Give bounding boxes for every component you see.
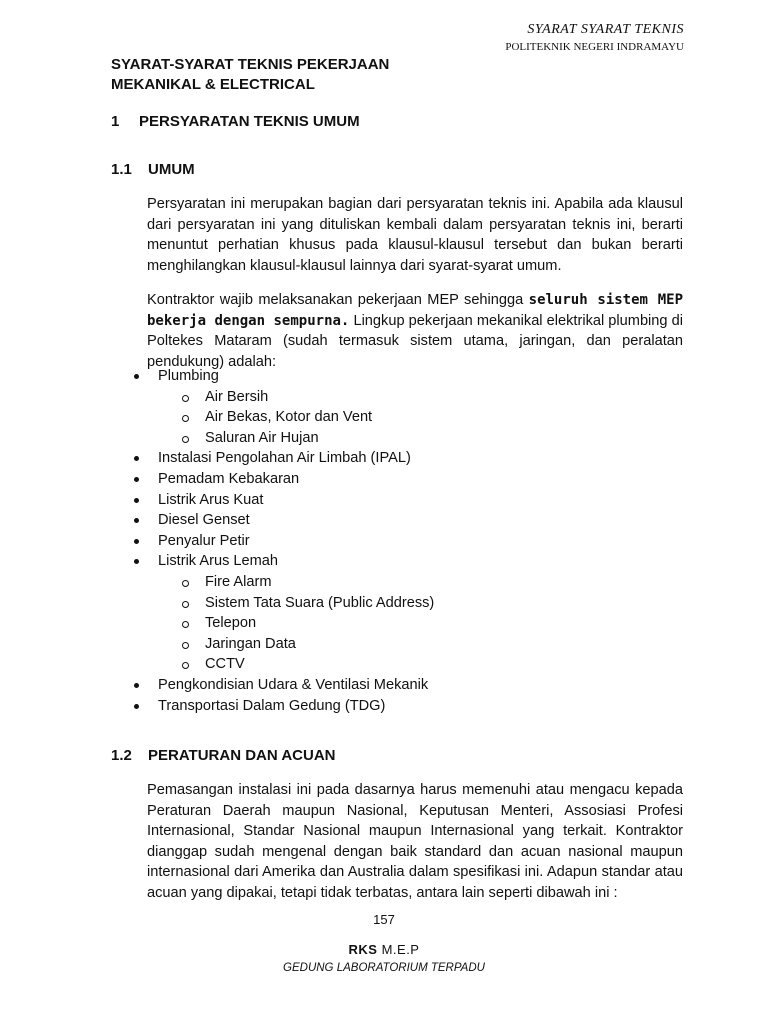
bullet-icon: [134, 477, 139, 482]
circle-bullet-icon: [182, 580, 189, 587]
list-item: [158, 448, 411, 469]
paragraph-2-text-a: Kontraktor wajib melaksanakan pekerjaan MEP sehingga: [147, 292, 529, 308]
list-item-label: Pemadam Kebakaran: [158, 471, 300, 487]
circle-bullet-icon: [182, 662, 189, 669]
section-1-heading: [111, 113, 360, 130]
footer-rks: [0, 942, 768, 957]
bullet-icon: [134, 456, 139, 461]
section-1-2-title: PERATURAN DAN ACUAN: [148, 747, 336, 764]
section-1-1-heading: [111, 161, 195, 178]
list-item: [205, 428, 319, 449]
bullet-icon: [134, 498, 139, 503]
bullet-icon: [134, 518, 139, 523]
circle-bullet-icon: [182, 415, 189, 422]
circle-bullet-icon: [182, 436, 189, 443]
list-item-label: Telepon: [205, 615, 257, 632]
list-item: [205, 407, 372, 428]
list-item: [158, 551, 278, 572]
list-item: [205, 387, 268, 408]
list-item: [158, 490, 263, 511]
list-item: [205, 654, 245, 675]
list-item: [205, 572, 272, 593]
list-item-label: Instalasi Pengolahan Air Limbah (IPAL): [158, 450, 411, 467]
section-1-1-paragraph-1: Persyaratan ini merupakan bagian dari persyaratan teknis ini. Apabila ada klausul dari persyaratan ini yang dituliskan kembali dalam persyaratan teknis ini, berarti menuntut perhatian khusus pada klausul-klausul tersebut dan bukan berarti menghilangkan klausul-klausul lainnya dari syarat-syarat umum.: [147, 196, 683, 274]
section-1-number: 1: [111, 113, 120, 130]
list-item-label: Listrik Arus Kuat: [158, 491, 264, 508]
list-item: [205, 593, 434, 614]
list-item: [158, 469, 299, 490]
document-title-line2: MEKANIKAL & ELECTRICAL: [111, 76, 315, 93]
list-item-label: Air Bersih: [205, 388, 269, 405]
list-item: [158, 510, 250, 531]
document-title: [111, 55, 389, 95]
list-item-label: Air Bekas, Kotor dan Vent: [205, 409, 373, 426]
list-item-label: Fire Alarm: [205, 574, 272, 590]
paragraph-2-text-b: Lingkup pekerjaan mekanikal elektrikal plumbing di Poltekes Mataram (sudah termasuk sistem utama, jaringan, dan peralatan pendukung) adalah:: [147, 312, 683, 370]
list-item-label: Transportasi Dalam Gedung (TDG): [158, 697, 386, 714]
list-item-label: Sistem Tata Suara (Public Address): [205, 594, 435, 611]
page-number: 157: [373, 912, 395, 927]
list-item-label: Diesel Genset: [158, 512, 250, 529]
section-1-1-number: 1.1: [111, 161, 132, 178]
list-item: [205, 634, 296, 655]
section-1-title: PERSYARATAN TEKNIS UMUM: [139, 113, 360, 130]
list-item-label: Listrik Arus Lemah: [158, 553, 279, 570]
footer-rks-rest: M.E.P: [377, 942, 420, 957]
bullet-icon: [134, 704, 139, 709]
section-1-1-title: UMUM: [148, 161, 195, 178]
document-title-line1: SYARAT-SYARAT TEKNIS PEKERJAAN: [111, 56, 390, 73]
circle-bullet-icon: [182, 601, 189, 608]
list-item: [158, 696, 385, 717]
footer-building: GEDUNG LABORATORIUM TERPADU: [283, 962, 485, 974]
circle-bullet-icon: [182, 621, 189, 628]
list-item-label: CCTV: [205, 656, 245, 673]
circle-bullet-icon: [182, 642, 189, 649]
list-item-label: Pengkondisian Udara & Ventilasi Mekanik: [158, 677, 429, 693]
header-title: SYARAT SYARAT TEKNIS: [527, 22, 684, 37]
list-item-label: Saluran Air Hujan: [205, 429, 319, 446]
list-item: [158, 675, 428, 696]
circle-bullet-icon: [182, 395, 189, 402]
bullet-icon: [134, 559, 139, 564]
list-item-label: Jaringan Data: [205, 635, 296, 652]
bullet-icon: [134, 539, 139, 544]
section-1-1-paragraph-2: [147, 290, 683, 372]
bullet-icon: [134, 683, 139, 688]
paragraph-2-bold: seluruh sistem MEP bekerja dengan sempurna.: [147, 292, 683, 329]
list-item-label: Penyalur Petir: [158, 532, 250, 549]
bullet-icon: [134, 374, 139, 379]
list-item: [158, 531, 250, 552]
section-1-2-heading: [111, 747, 336, 764]
section-1-2-number: 1.2: [111, 747, 132, 764]
header-subtitle: POLITEKNIK NEGERI INDRAMAYU: [505, 41, 684, 53]
list-item: [205, 613, 256, 634]
section-1-2-paragraph-1: Pemasangan instalasi ini pada dasarnya harus memenuhi atau mengacu kepada Peraturan Daerah maupun Nasional, Keputusan Menteri, Assosiasi Profesi Internasional, Standar Nasional maupun Internasional yang terkait. Kontraktor dianggap sudah mengenal dengan baik standard dan acuan nasional maupun internasional dari Amerika dan Australia dalam spesifikasi ini. Adapun standar atau acuan yang dipakai, tetapi tidak terbatas, antara lain seperti dibawah ini :: [147, 782, 683, 901]
footer-rks-bold: RKS: [348, 942, 378, 957]
list-item: [158, 366, 219, 387]
list-item-label: Plumbing: [158, 368, 219, 384]
